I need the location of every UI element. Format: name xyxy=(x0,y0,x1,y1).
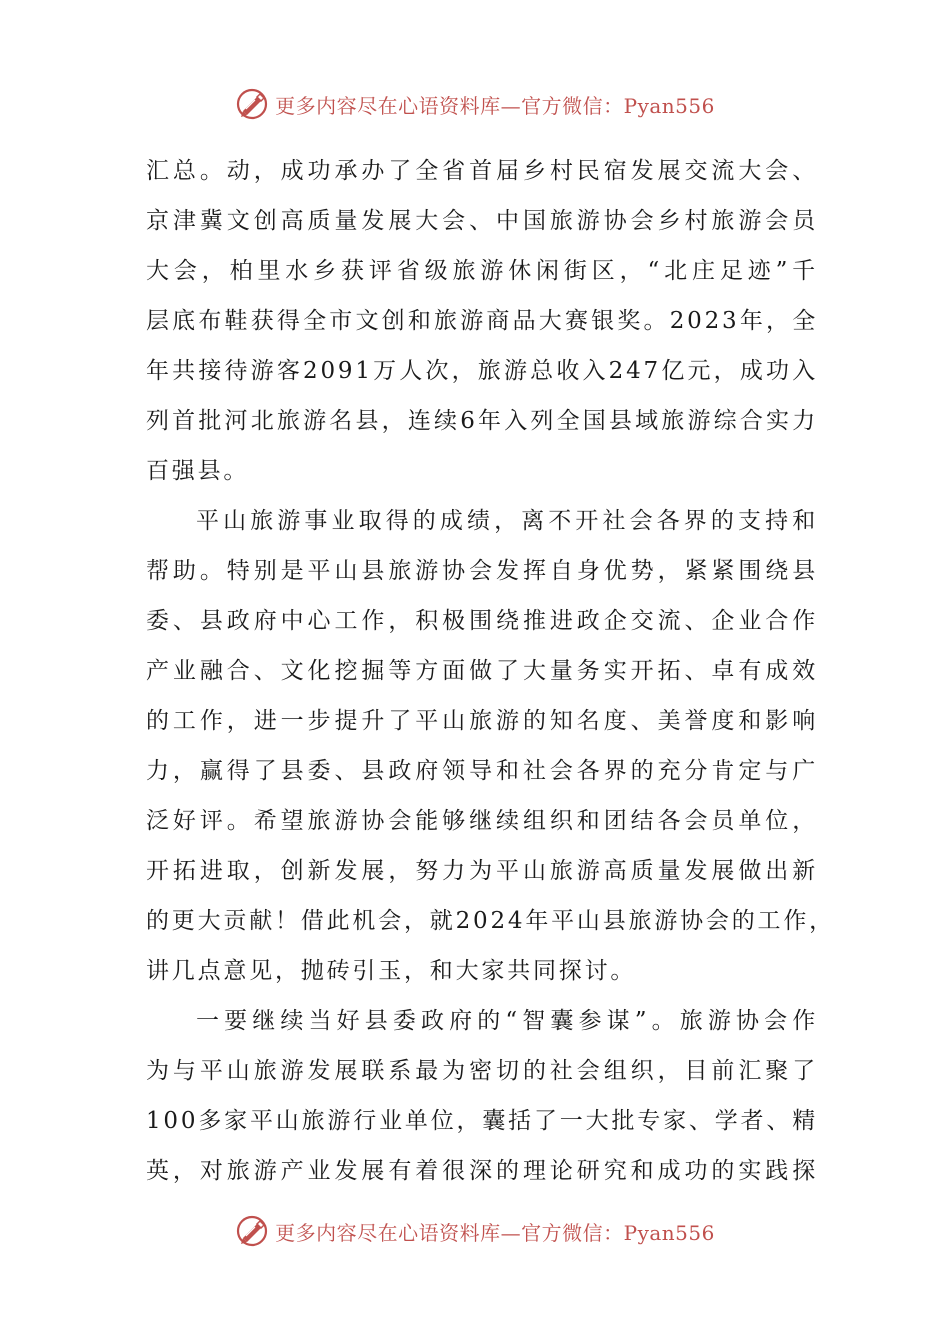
text-line: 力，赢得了县委、县政府领导和社会各界的充分肯定与广 xyxy=(146,758,818,784)
text-line: 产业融合、文化挖掘等方面做了大量务实开拓、卓有成效 xyxy=(146,658,818,684)
paragraph-start-line: 一要继续当好县委政府的“智囊参谋”。旅游协会作 xyxy=(196,1008,818,1034)
text-line: 的工作，进一步提升了平山旅游的知名度、美誉度和影响 xyxy=(146,708,818,734)
header-watermark xyxy=(0,84,950,124)
text-line: 层底布鞋获得全市文创和旅游商品大赛银奖。2023年，全 xyxy=(146,308,818,334)
text-line: 讲几点意见，抛砖引玉，和大家共同探讨。 xyxy=(146,958,637,984)
watermark-text: 更多内容尽在心语资料库—官方微信：Pyan556 xyxy=(275,1220,715,1245)
text-line: 100多家平山旅游行业单位，囊括了一大批专家、学者、精 xyxy=(146,1108,818,1134)
footer-watermark xyxy=(0,1211,950,1251)
text-line: 开拓进取，创新发展，努力为平山旅游高质量发展做出新 xyxy=(146,858,818,884)
text-line: 的更大贡献！借此机会，就2024年平山县旅游协会的工作， xyxy=(146,908,835,934)
text-line: 京津冀文创高质量发展大会、中国旅游协会乡村旅游会员 xyxy=(146,208,818,234)
text-line: 帮助。特别是平山县旅游协会发挥自身优势，紧紧围绕县 xyxy=(146,558,818,584)
text-line: 大会，柏里水乡获评省级旅游休闲街区，“北庄足迹”千 xyxy=(146,258,818,284)
pen-circle-logo-icon xyxy=(235,1214,269,1248)
text-line: 泛好评。希望旅游协会能够继续组织和团结各会员单位， xyxy=(146,808,818,834)
paragraph-start-line: 平山旅游事业取得的成绩，离不开社会各界的支持和 xyxy=(196,508,818,534)
text-line: 汇总。动，成功承办了全省首届乡村民宿发展交流大会、 xyxy=(146,158,818,184)
document-body xyxy=(146,146,835,1196)
watermark-text: 更多内容尽在心语资料库—官方微信：Pyan556 xyxy=(275,93,715,118)
text-line: 年共接待游客2091万人次，旅游总收入247亿元，成功入 xyxy=(146,358,818,384)
pen-circle-logo-icon xyxy=(235,87,269,121)
text-line: 列首批河北旅游名县，连续6年入列全国县域旅游综合实力 xyxy=(146,408,818,434)
text-line: 委、县政府中心工作，积极围绕推进政企交流、企业合作 xyxy=(146,608,818,634)
text-line: 百强县。 xyxy=(146,458,250,484)
text-line: 英，对旅游产业发展有着很深的理论研究和成功的实践探 xyxy=(146,1158,818,1184)
text-line: 为与平山旅游发展联系最为密切的社会组织，目前汇聚了 xyxy=(146,1058,818,1084)
